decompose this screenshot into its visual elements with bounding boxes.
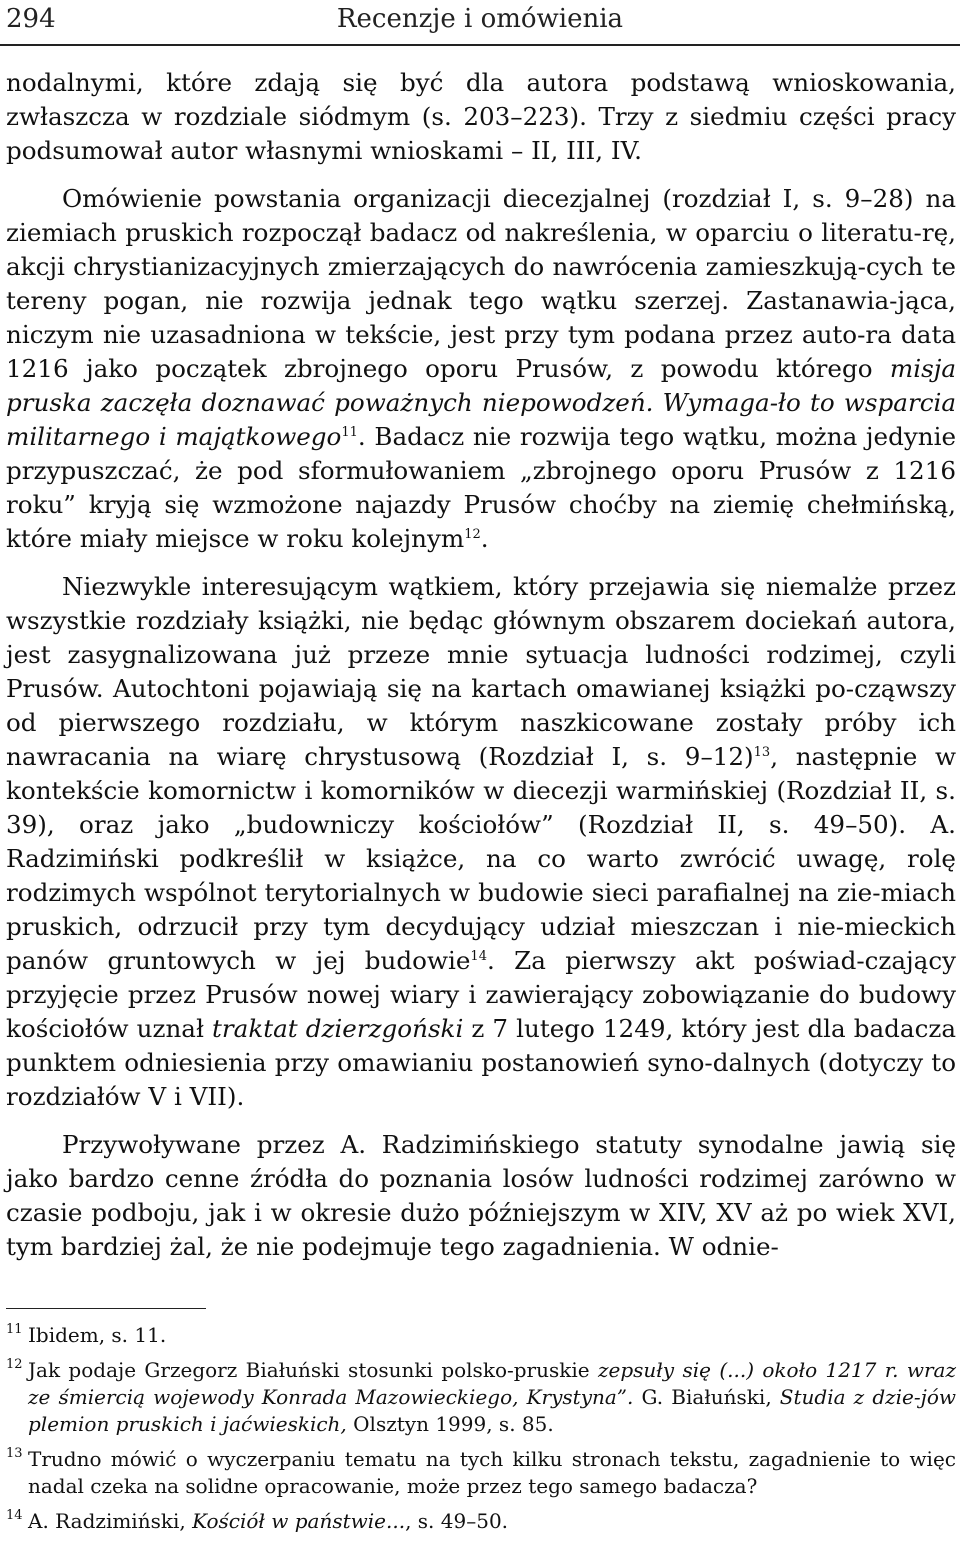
footnote-rule [6,1308,206,1309]
page-header [0,0,960,46]
page-number: 294 [6,4,56,34]
italic-text: Studia z dzie-jów plemion pruskich i jaćwieskich, [28,1385,957,1436]
text-run: Jak podaje Grzegorz Białuński stosunki polsko-pruskie [28,1358,598,1382]
footnote-number: 13 [6,1446,23,1461]
italic-text: zepsuły się (...) około 1217 r. wraz ze śmiercią wojewody Konrada Mazowieckiego, Krystyna”. [28,1358,956,1409]
italic-text: traktat dzierzgoński [212,1014,464,1043]
text-run: A. Radzimiński, [28,1509,193,1533]
text-run: Omówienie powstania organizacji diecezjalnej (rozdział I, s. 9–28) na ziemiach pruskich rozpoczął badacz od nakreślenia, w oparciu o literatu-rę, akcji chrystianizacyjnych zmierzających do nawrócenia zamieszkują-cych te tereny pogan, nie rozwija jednak tego wątku szerzej. Zastanawia-jąca, niczym nie uzasadniona w tekście, jest przy tym podana przez auto-ra data 1216 jako początek zbrojnego oporu Prusów, z powodu którego [6,184,956,383]
paragraph [6,570,956,1114]
footnotes [6,1322,956,1543]
paragraph [6,1128,956,1264]
text-run: . Badacz nie rozwija tego wątku, można jedynie przypuszczać, że pod sformułowaniem „zbrojnego oporu Prusów z 1216 roku” kryją się wzmożone najazdy Prusów choćby na ziemię chełmińską, które miały miejsce w roku kolejnym [6,422,956,553]
italic-text: Kościół w państwie... [192,1509,406,1533]
footnote [6,1508,956,1535]
text-run: Ibidem, s. 11. [28,1323,167,1347]
text-run: , s. 49–50. [405,1509,509,1533]
paragraph [6,66,956,168]
running-head: Recenzje i omówienia [336,4,624,34]
text-run: Niezwykle interesującym wątkiem, który przejawia się niemalże przez wszystkie rozdziały książki, nie będąc głównym obszarem dociekań autora, jest zasygnalizowana już przeze mnie sytuacja ludności rodzimej, czyli Prusów. Autochtoni pojawiają się na kartach omawianej książki po-cząwszy od pierwszego rozdziału, w którym naszkicowane zostały próby ich nawracania na wiarę chrystusową (Rozdział I, s. 9–12) [6,572,956,771]
header-rule [0,44,960,46]
footnote-number: 11 [6,1322,23,1337]
paragraph [6,182,956,556]
text-run: . Za pierwszy akt poświad-czający przyjęcie przez Prusów nowej wiary i zawierający zobowiązanie do budowy kościołów uznał [6,946,957,1043]
footnote [6,1357,956,1438]
footnote-number: 12 [6,1357,23,1372]
footnote [6,1446,956,1500]
footnote [6,1322,956,1349]
text-run: , następnie w kontekście komornictw i komorników w diecezji warmińskiej (Rozdział II, s. 39), oraz jako „budowniczy kościołów” (Rozdział II, s. 49–50). A. Radzimiński podkreślił w książce, na co warto zwrócić uwagę, rolę rodzimych wspólnot terytorialnych w budowie sieci parafialnej na zie-miach pruskich, odrzucił przy tym decydujący udział mieszczan i nie-mieckich panów gruntowych w jej budowie [6,742,956,975]
footnote-ref: 11 [341,424,358,440]
text-run: Olsztyn 1999, s. 85. [346,1412,554,1436]
text-run: Przywoływane przez A. Radzimińskiego statuty synodalne jawią się jako bardzo cenne źródła do poznania losów ludności rodzimej zarówno w czasie podboju, jak i w okresie dużo późniejszym w XIV, XV aż po wiek XVI, tym bardziej żal, że nie podejmuje tego zagadnienia. W odnie- [6,1130,956,1261]
text-run: Trudno mówić o wyczerpaniu tematu na tych kilku stronach tekstu, zagadnienie to więc nadal czeka na solidne opracowanie, może przez tego samego badacza? [28,1447,956,1498]
text-run: . [480,524,489,553]
footnote-ref: 14 [470,948,487,964]
footnote-number: 14 [6,1508,23,1523]
text-run: G. Białuński, [633,1385,780,1409]
italic-text: misja pruska zaczęła doznawać poważnych niepowodzeń. Wymaga-ło to wsparcia militarnego i majątkowego [6,354,956,451]
text-run: z 7 lutego 1249, który jest dla badacza punktem odniesienia przy omawianiu postanowień syno-dalnych (dotyczy to rozdziałów V i VII). [6,1014,956,1111]
body-text [6,66,956,1264]
footnote-ref: 13 [753,744,771,760]
text-run: nodalnymi, które zdają się być dla autora podstawą wnioskowania, zwłaszcza w rozdziale siódmym (s. 203–223). Trzy z siedmiu części pracy podsumował autor własnymi wnioskami – II, III, IV. [6,68,956,165]
footnote-ref: 12 [464,526,481,542]
